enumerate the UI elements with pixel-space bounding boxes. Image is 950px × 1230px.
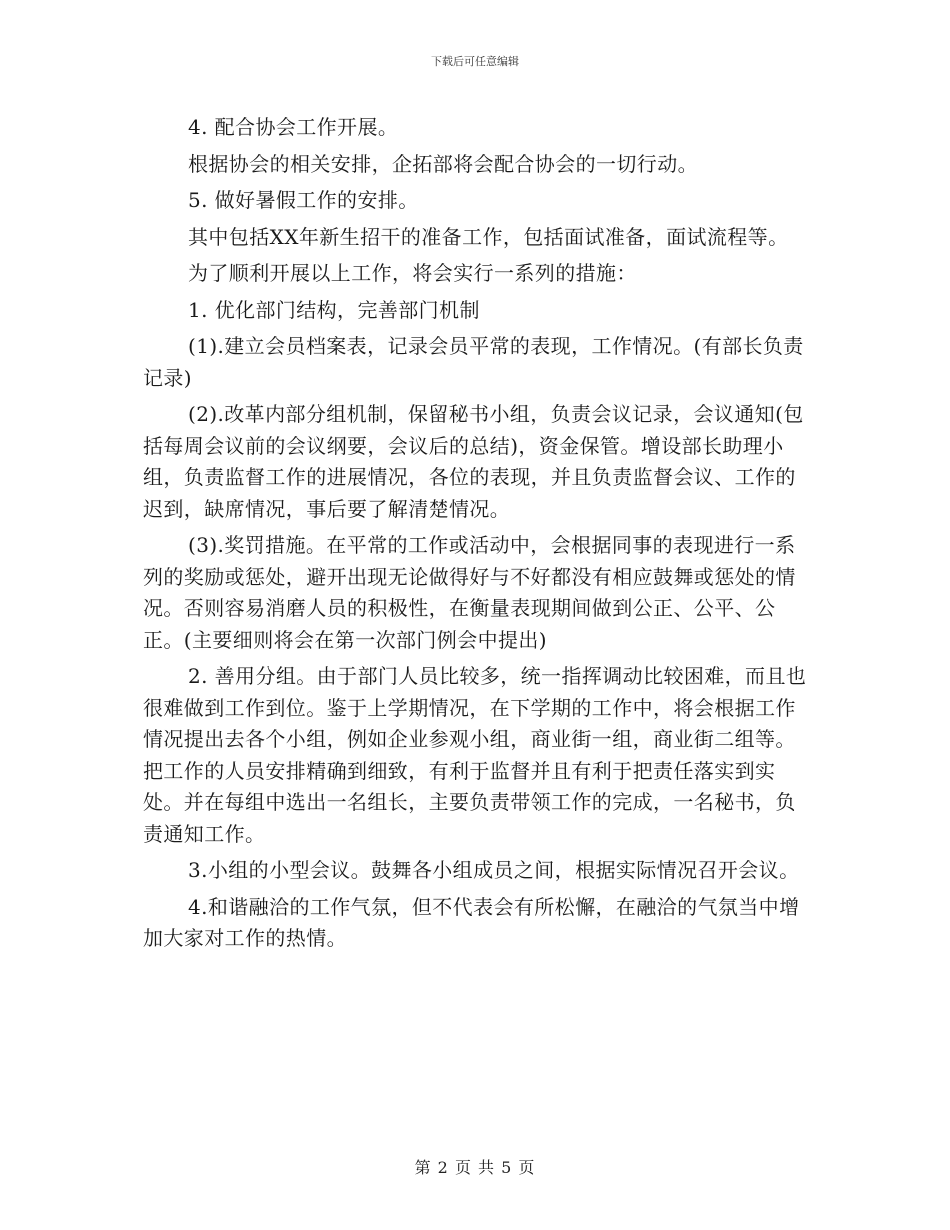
paragraph: 为了顺利开展以上工作，将会实行一系列的措施： — [188, 261, 637, 285]
paragraph: 4.和谐融洽的工作气氛，但不代表会有所松懈，在融洽的气氛当中增加大家对工作的热情。 — [143, 894, 800, 950]
paragraph: (1).建立会员档案表，记录会员平常的表现，工作情况。(有部长负责记录) — [143, 334, 804, 390]
paragraph: 3.小组的小型会议。鼓舞各小组成员之间，根据实际情况召开会议。 — [188, 858, 800, 882]
paragraph: 根据协会的相关安排，企拓部将会配合协会的一切行动。 — [188, 151, 698, 176]
paragraph: 2. 善用分组。由于部门人员比较多，统一指挥调动比较困难，而且也很难做到工作到位。鉴于上学期情况，在下学期的工作中，将会根据工作情况提出去各个小组，例如企业参观小组，商业街一组，商业街二组等。把工作的人员安排精确到细致，有利于监督并且有利于把责任落实到实处。并在每组中选出一名组长，主要负责带领工作的完成，一名秘书，负责通知工作。 — [143, 664, 807, 846]
paragraph: 1. 优化部门结构，完善部门机制 — [188, 297, 480, 322]
paragraph: 其中包括XX年新生招干的准备工作，包括面试准备，面试流程等。 — [188, 224, 789, 249]
paragraph: (2).改革内部分组机制，保留秘书小组，负责会议记录，会议通知(包括每周会议前的会议纲要，会议后的总结)，资金保管。增设部长助理小组，负责监督工作的进展情况，各位的表现，并且负责监督会议、工作的迟到，缺席情况，事后要了解清楚情况。 — [143, 402, 804, 521]
page-number-footer: 第 2 页 共 5 页 — [414, 1158, 536, 1177]
paragraph: (3).奖罚措施。在平常的工作或活动中，会根据同事的表现进行一系列的奖励或惩处，避开出现无论做得好与不好都没有相应鼓舞或惩处的情况。否则容易消磨人员的积极性，在衡量表现期间做到公正、公平、公正。(主要细则将会在第一次部门例会中提出) — [143, 533, 796, 652]
paragraph: 4. 配合协会工作开展。 — [188, 115, 399, 139]
document-body — [143, 112, 813, 960]
page-header: 下载后可任意编辑 — [431, 55, 519, 68]
paragraph: 5. 做好暑假工作的安排。 — [188, 188, 419, 212]
